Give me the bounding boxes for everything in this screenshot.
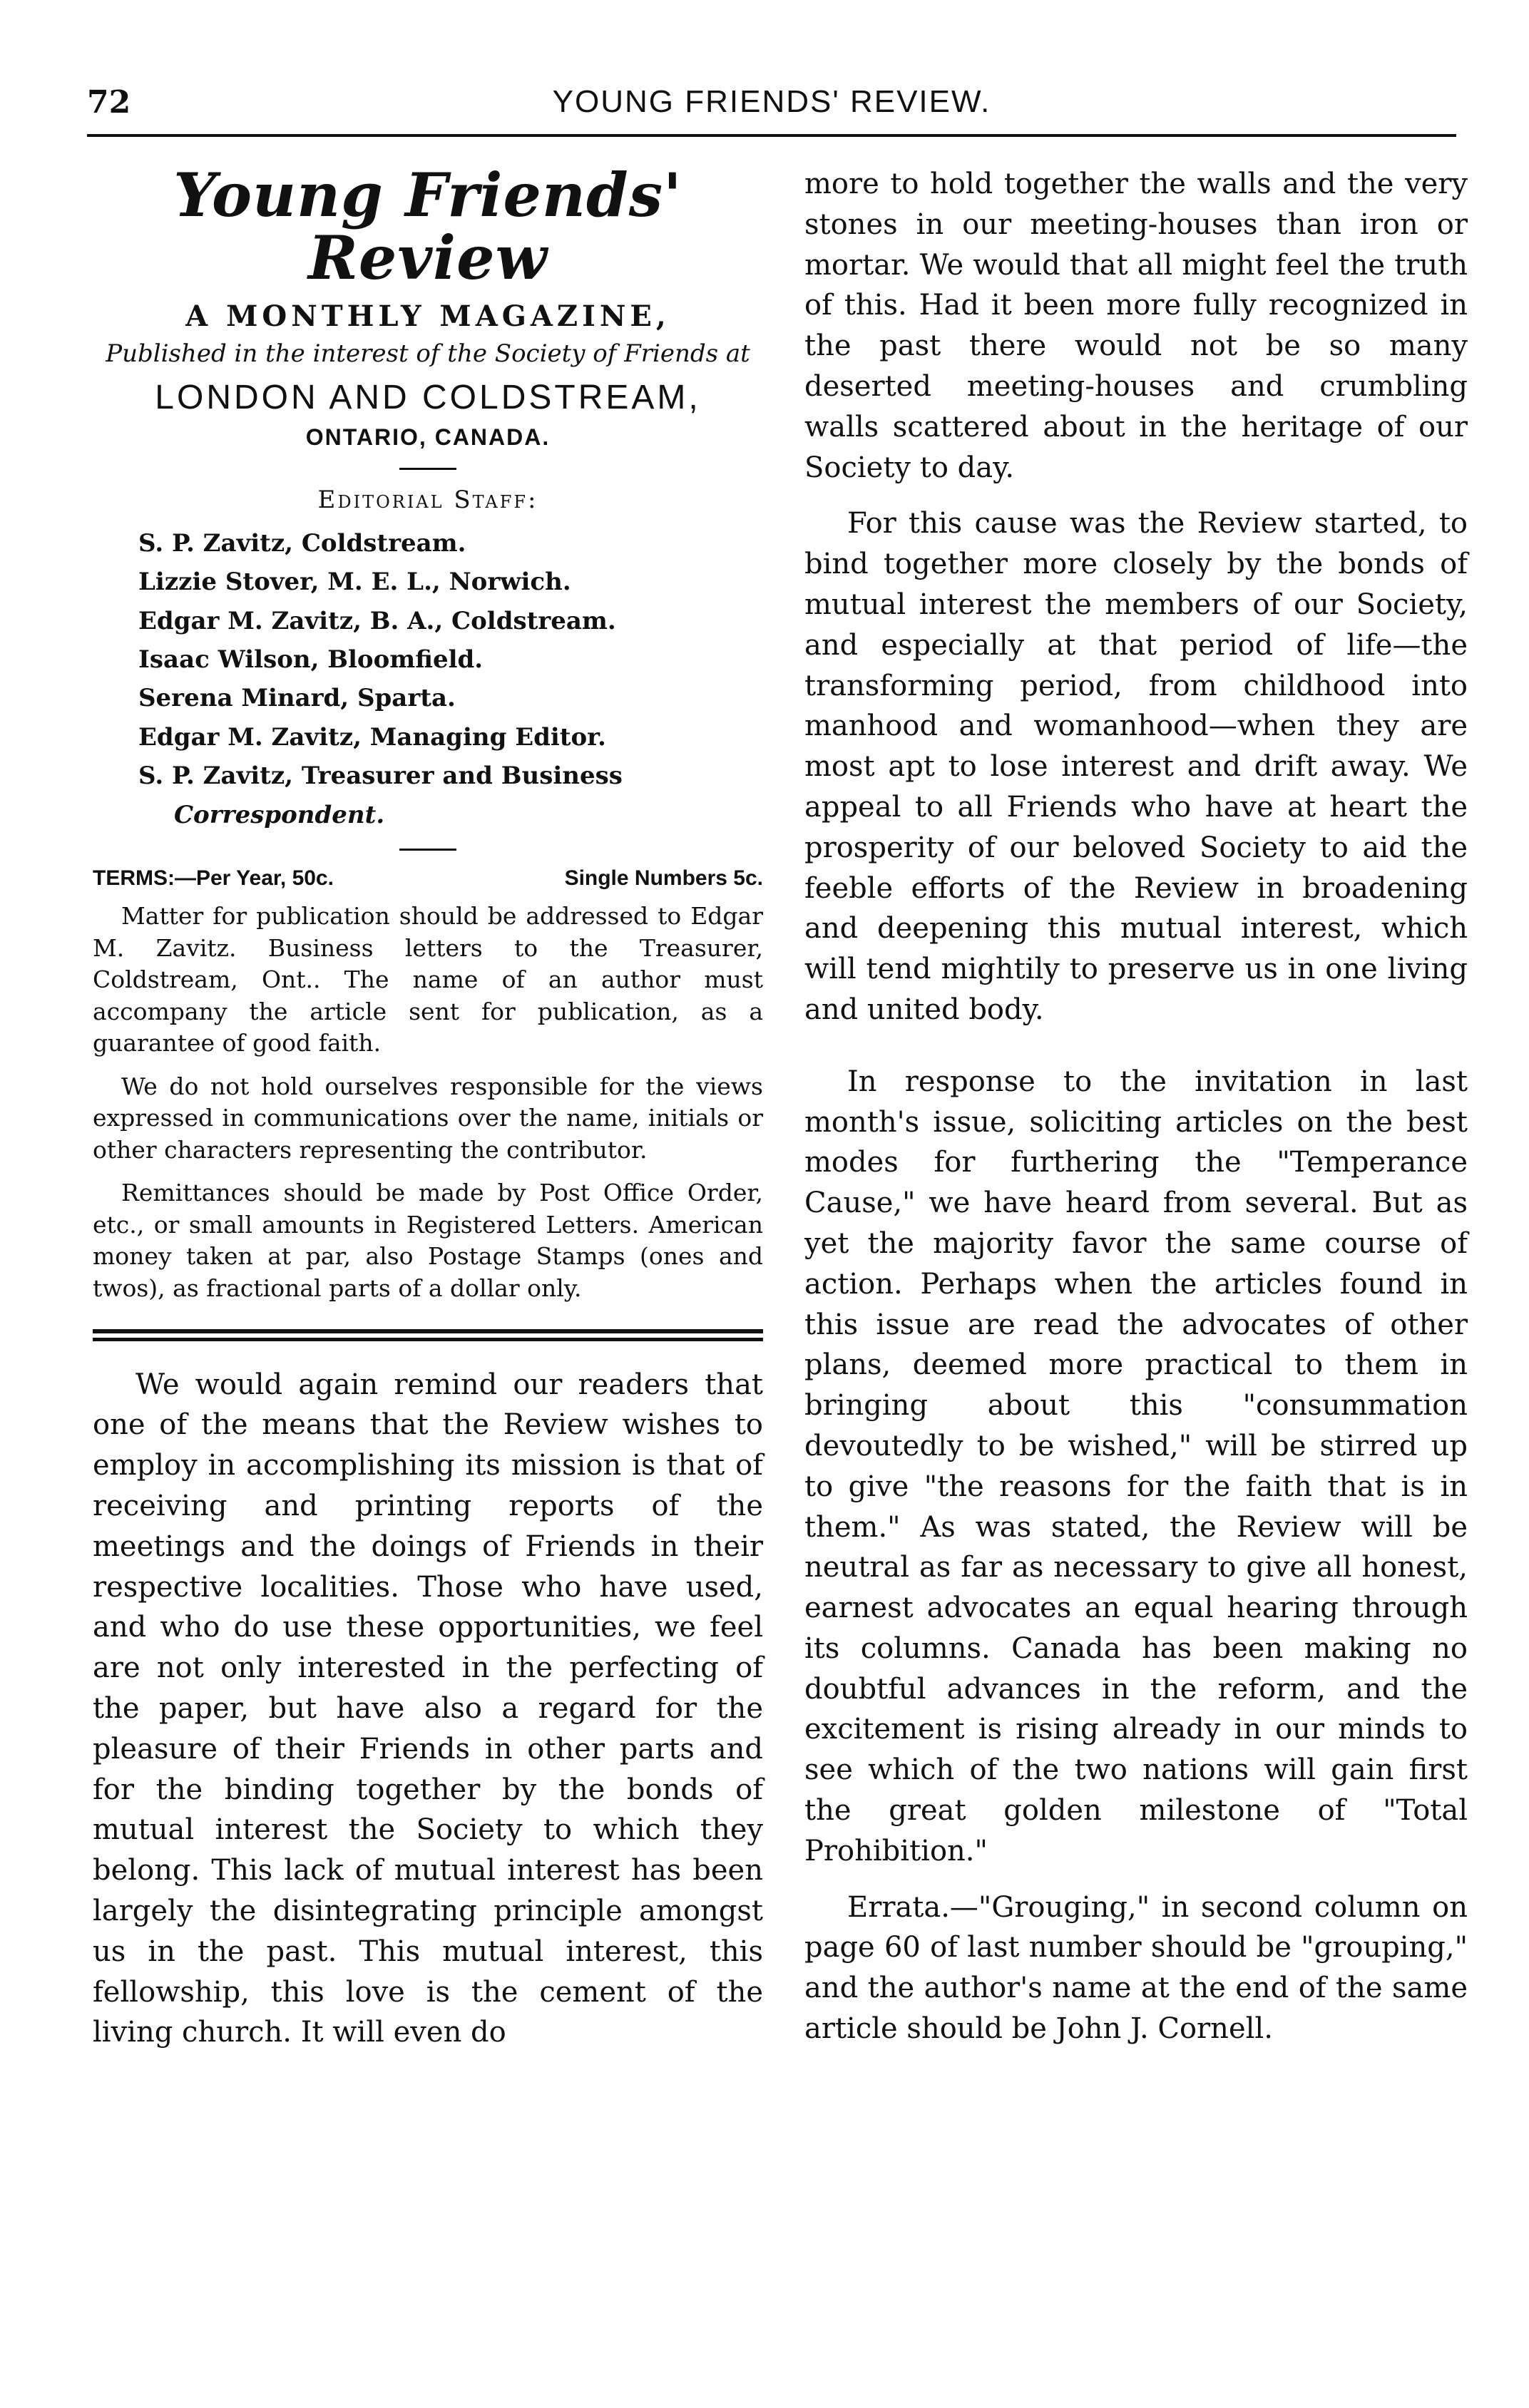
masthead-region: ONTARIO, CANADA.	[305, 424, 551, 450]
editorial-paragraph: For this cause was the Review started, to bind together more closely by the bonds of mutual interest the members of our Society, and especially at that period of life—the transforming period, from childhood into manhood and womanhood—when they are most apt to lose interest and drift away. We appeal to all Friends who have at heart the prosperity of our beloved Society to aid the feeble efforts of the Review in broadening and deepening this mutual interest, which will tend mightily to preserve us in one living and united body.	[804, 507, 1468, 1026]
staff-member: Edgar M. Zavitz, B. A., Coldstream.	[138, 606, 616, 635]
staff-list	[93, 524, 763, 834]
section-double-rule	[93, 1329, 763, 1343]
staff-heading: Editorial Staff:	[317, 485, 538, 514]
editorial-paragraph: more to hold together the walls and the very stones in our meeting-houses than iron or mortar. We would that all might feel the truth of this. Had it been more fully recognized in the past there would not be so many deserted meeting-houses and crumbling walls scattered about in the heritage of our Society to day.	[804, 168, 1468, 484]
divider	[399, 849, 456, 851]
terms-year: TERMS:—Per Year, 50c.	[93, 866, 334, 890]
left-column	[93, 160, 763, 2069]
terms-single: Single Numbers 5c.	[564, 866, 763, 890]
staff-member: Lizzie Stover, M. E. L., Norwich.	[138, 568, 571, 597]
staff-member: Serena Minard, Sparta.	[138, 684, 456, 713]
errata-paragraph: Errata.—"Grouging," in second column on page 60 of last number should be "grouping," and the author's name at the end of the same article should be John J. Cornell.	[804, 1890, 1468, 2046]
notice-paragraph: Remittances should be made by Post Office Order, etc., or small amounts in Registered Letters. American money taken at par, also Postage Stamps (ones and twos), as fractional parts of a dollar only.	[93, 1179, 763, 1303]
masthead-title: Young Friends' Review	[173, 160, 682, 294]
masthead-published: Published in the interest of the Society of Friends at	[106, 339, 750, 369]
header-rule	[87, 134, 1456, 137]
temperance-paragraph: In response to the invitation in last month's issue, soliciting articles on the best modes for furthering the "Temperance Cause," we have heard from several. But as yet the majority favor the same course of action. Perhaps when the articles found in this issue are read the advocates of other plans, deemed more practical to them in bringing about this "consummation devoutedly to be wished," will be stirred up to give "the reasons for the faith that is in them." As was stated, the Review will be neutral as far as necessary to give all honest, earnest advocates an equal hearing through its columns. Canada has been making no doubtful advances in the reform, and the excitement is rising already in our minds to see which of the two nations will gain first the great golden milestone of "Total Prohibition."	[804, 1065, 1468, 1868]
notice-paragraph: We do not hold ourselves responsible for the views expressed in communications over the name, initials or other characters representing the contributor.	[93, 1072, 763, 1164]
staff-member: Edgar M. Zavitz, Managing Editor.	[138, 722, 606, 752]
divider	[399, 468, 456, 470]
page-number: 72	[87, 84, 131, 121]
notice-paragraph: Matter for publication should be addressed to Edgar M. Zavitz. Business letters to the Treasurer, Coldstream, Ont.. The name of an author must accompany the article sent for publication, as a guarantee of good faith.	[93, 902, 763, 1057]
running-title: YOUNG FRIENDS' REVIEW.	[552, 84, 991, 119]
staff-member-continuation: Correspondent.	[174, 800, 385, 829]
terms-line	[93, 866, 763, 891]
staff-member: S. P. Zavitz, Treasurer and Business	[138, 762, 623, 791]
staff-member: Isaac Wilson, Bloomfield.	[138, 645, 484, 675]
right-column	[804, 164, 1468, 2065]
running-header	[87, 84, 1456, 127]
staff-member: S. P. Zavitz, Coldstream.	[138, 528, 466, 558]
editorial-paragraph: We would again remind our readers that one of the means that the Review wishes to employ in accomplishing its mission is that of receiving and printing reports of the meetings and the doings of Friends in their respective localities. Those who have used, and who do use these opportunities, we feel are not only interested in the perfecting of the paper, but have also a regard for the pleasure of their Friends in other parts and for the binding together by the bonds of mutual interest the Society to which they belong. This lack of mutual interest has been largely the disintegrating principle amongst us in the past. This mutual interest, this fellowship, this love is the cement of the living church. It will even do	[93, 1368, 763, 2049]
masthead-place: LONDON AND COLDSTREAM,	[155, 378, 701, 416]
masthead-subtitle: A MONTHLY MAGAZINE,	[185, 299, 670, 334]
